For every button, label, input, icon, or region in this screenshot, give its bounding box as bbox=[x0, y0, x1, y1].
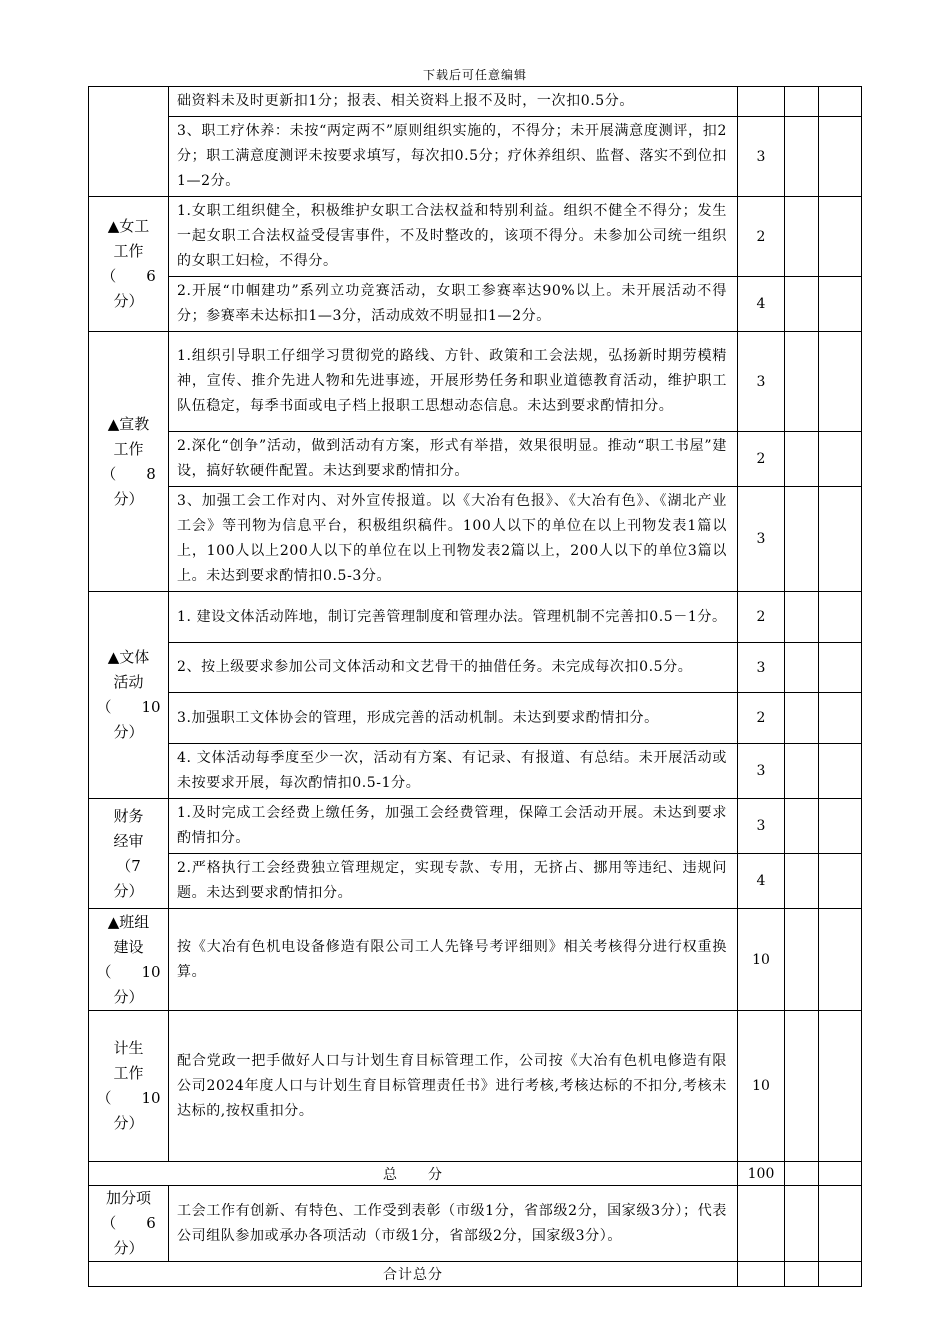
category-points: 分） bbox=[113, 1114, 144, 1132]
criteria-text: 1.及时完成工会经费上缴任务，加强工会经费管理，保障工会活动开展。未达到要求酌情扣分。 bbox=[169, 799, 738, 854]
category-label: 加分项 bbox=[105, 1189, 151, 1207]
remark-cell bbox=[819, 432, 862, 487]
category-label: ▲班组 bbox=[107, 912, 150, 931]
table-row bbox=[89, 592, 862, 643]
category-family bbox=[89, 1011, 169, 1162]
total-label: 总 分 bbox=[89, 1162, 738, 1186]
score-cell bbox=[785, 693, 819, 744]
category-label: ▲文体 bbox=[107, 648, 150, 666]
remark-cell bbox=[819, 693, 862, 744]
points-cell: 3 bbox=[738, 117, 785, 197]
criteria-text: 3、职工疗休养：未按“两定两不”原则组织实施的，不得分；未开展满意度测评，扣2分；职工满意度测评未按要求填写，每次扣0.5分；疗休养组织、监督、落实不到位扣1—2分。 bbox=[169, 117, 738, 197]
total-points: 100 bbox=[738, 1162, 785, 1186]
score-cell bbox=[785, 909, 819, 1011]
category-label: 工作 bbox=[113, 242, 144, 260]
table-row bbox=[89, 693, 862, 744]
category-points: 分） bbox=[113, 489, 144, 508]
category-points: （ 10 bbox=[96, 1089, 161, 1107]
category-points: 分） bbox=[113, 1239, 144, 1257]
score-cell bbox=[785, 643, 819, 693]
category-propaganda bbox=[89, 332, 169, 592]
category-points: （ 10 bbox=[96, 698, 161, 716]
remark-cell bbox=[819, 117, 862, 197]
category-points: 分） bbox=[113, 292, 144, 310]
category-points: 分） bbox=[113, 987, 144, 1006]
category-points: 分） bbox=[113, 723, 144, 741]
remark-cell bbox=[819, 1262, 862, 1287]
category-cell bbox=[89, 87, 169, 197]
table-row bbox=[89, 332, 862, 432]
score-cell bbox=[785, 487, 819, 592]
points-cell: 2 bbox=[738, 432, 785, 487]
remark-cell bbox=[819, 592, 862, 643]
score-cell bbox=[785, 332, 819, 432]
category-points: （ 6 bbox=[101, 267, 156, 285]
table-row bbox=[89, 87, 862, 117]
score-cell bbox=[785, 744, 819, 799]
table-row bbox=[89, 277, 862, 332]
remark-cell bbox=[819, 643, 862, 693]
remark-cell bbox=[819, 854, 862, 909]
points-cell: 3 bbox=[738, 643, 785, 693]
criteria-text: 1. 建设文体活动阵地，制订完善管理制度和管理办法。管理机制不完善扣0.5－1分。 bbox=[169, 592, 738, 643]
category-label: 经审 bbox=[113, 831, 144, 850]
category-points: （ 6 bbox=[101, 1214, 156, 1232]
remark-cell bbox=[819, 1011, 862, 1162]
table-row bbox=[89, 799, 862, 854]
table-row bbox=[89, 432, 862, 487]
points-cell bbox=[738, 87, 785, 117]
criteria-text: 4. 文体活动每季度至少一次，活动有方案、有记录、有报道、有总结。未开展活动或未按要求开展，每次酌情扣0.5-1分。 bbox=[169, 744, 738, 799]
score-cell bbox=[785, 1162, 819, 1186]
category-label: 建设 bbox=[113, 937, 144, 956]
category-label: 工作 bbox=[113, 1064, 144, 1082]
criteria-text: 3、加强工会工作对内、对外宣传报道。以《大冶有色报》、《大冶有色》、《湖北产业工会》等刊物为信息平台，积极组织稿件。100人以下的单位在以上刊物发表1篇以上，100人以上200人以下的单位在以上刊物发表2篇以上，200人以下的单位3篇以上。未达到要求酌情扣0.5-3分。 bbox=[169, 487, 738, 592]
remark-cell bbox=[819, 332, 862, 432]
points-cell: 4 bbox=[738, 854, 785, 909]
score-cell bbox=[785, 799, 819, 854]
remark-cell bbox=[819, 487, 862, 592]
table-row bbox=[89, 854, 862, 909]
score-table bbox=[88, 86, 862, 1287]
remark-cell bbox=[819, 909, 862, 1011]
category-label: 活动 bbox=[113, 673, 144, 691]
points-cell: 10 bbox=[738, 1011, 785, 1162]
table-row bbox=[89, 117, 862, 197]
score-cell bbox=[785, 1262, 819, 1287]
score-cell bbox=[785, 1011, 819, 1162]
category-label: ▲女工 bbox=[107, 217, 150, 235]
grand-total-points bbox=[738, 1262, 785, 1287]
points-cell: 2 bbox=[738, 592, 785, 643]
criteria-text: 1.组织引导职工仔细学习贯彻党的路线、方针、政策和工会法规，弘扬新时期劳模精神，宣传、推介先进人物和先进事迹，开展形势任务和职业道德教育活动，维护职工队伍稳定，每季书面或电子档上报职工思想动态信息。未达到要求酌情扣分。 bbox=[169, 332, 738, 432]
points-cell: 3 bbox=[738, 799, 785, 854]
category-points: （ 10 bbox=[96, 962, 161, 981]
table-row bbox=[89, 909, 862, 1011]
table-row bbox=[89, 1011, 862, 1162]
points-cell: 2 bbox=[738, 693, 785, 744]
criteria-text: 工会工作有创新、有特色、工作受到表彰（市级1分，省部级2分，国家级3分）；代表公司组队参加或承办各项活动（市级1分，省部级2分，国家级3分）。 bbox=[169, 1186, 738, 1262]
table-row bbox=[89, 1262, 862, 1287]
category-points: （ 8 bbox=[101, 464, 156, 483]
criteria-text: 2.开展“巾帼建功”系列立功竞赛活动，女职工参赛率达90%以上。未开展活动不得分；参赛率未达标扣1—3分，活动成效不明显扣1—2分。 bbox=[169, 277, 738, 332]
header-note: 下载后可任意编辑 bbox=[422, 68, 527, 82]
score-cell bbox=[785, 277, 819, 332]
category-label: 计生 bbox=[113, 1039, 144, 1057]
criteria-text: 配合党政一把手做好人口与计划生育目标管理工作，公司按《大冶有色机电修造有限公司2024年度人口与计划生育目标管理责任书》进行考核,考核达标的不扣分,考核未达标的,按权重扣分。 bbox=[169, 1011, 738, 1162]
score-cell bbox=[785, 197, 819, 277]
category-points: （7 bbox=[116, 856, 141, 875]
points-cell: 4 bbox=[738, 277, 785, 332]
score-cell bbox=[785, 1186, 819, 1262]
remark-cell bbox=[819, 277, 862, 332]
points-cell bbox=[738, 1186, 785, 1262]
score-cell bbox=[785, 592, 819, 643]
criteria-text: 1.女职工组织健全，积极维护女职工合法权益和特别利益。组织不健全不得分；发生一起女职工合法权益受侵害事件，不及时整改的，该项不得分。未参加公司统一组织的女职工妇检，不得分。 bbox=[169, 197, 738, 277]
category-team bbox=[89, 909, 169, 1011]
points-cell: 10 bbox=[738, 909, 785, 1011]
grand-total-label: 合计总分 bbox=[89, 1262, 738, 1287]
criteria-text: 2、按上级要求参加公司文体活动和文艺骨干的抽借任务。未完成每次扣0.5分。 bbox=[169, 643, 738, 693]
category-bonus bbox=[89, 1186, 169, 1262]
category-label: 工作 bbox=[113, 439, 144, 458]
criteria-text: 2.严格执行工会经费独立管理规定，实现专款、专用，无挤占、挪用等违纪、违规问题。未达到要求酌情扣分。 bbox=[169, 854, 738, 909]
criteria-text: 2.深化“创争”活动，做到活动有方案，形式有举措，效果很明显。推动“职工书屋”建设，搞好软硬件配置。未达到要求酌情扣分。 bbox=[169, 432, 738, 487]
score-cell bbox=[785, 854, 819, 909]
points-cell: 3 bbox=[738, 744, 785, 799]
table-row bbox=[89, 643, 862, 693]
table-row bbox=[89, 744, 862, 799]
points-cell: 3 bbox=[738, 332, 785, 432]
remark-cell bbox=[819, 87, 862, 117]
category-women bbox=[89, 197, 169, 332]
remark-cell bbox=[819, 1162, 862, 1186]
category-finance bbox=[89, 799, 169, 909]
table-row bbox=[89, 487, 862, 592]
table-row bbox=[89, 1186, 862, 1262]
criteria-text: 3.加强职工文体协会的管理，形成完善的活动机制。未达到要求酌情扣分。 bbox=[169, 693, 738, 744]
points-cell: 2 bbox=[738, 197, 785, 277]
table-row bbox=[89, 1162, 862, 1186]
category-label: 财务 bbox=[113, 806, 144, 825]
points-cell: 3 bbox=[738, 487, 785, 592]
category-label: ▲宣教 bbox=[107, 414, 150, 433]
remark-cell bbox=[819, 799, 862, 854]
remark-cell bbox=[819, 1186, 862, 1262]
remark-cell bbox=[819, 744, 862, 799]
score-cell bbox=[785, 432, 819, 487]
criteria-text: 按《大冶有色机电设备修造有限公司工人先锋号考评细则》相关考核得分进行权重换算。 bbox=[169, 909, 738, 1011]
table-row bbox=[89, 197, 862, 277]
remark-cell bbox=[819, 197, 862, 277]
score-cell bbox=[785, 117, 819, 197]
category-culture bbox=[89, 592, 169, 799]
score-cell bbox=[785, 87, 819, 117]
category-points: 分） bbox=[113, 881, 144, 900]
criteria-text: 础资料未及时更新扣1分；报表、相关资料上报不及时，一次扣0.5分。 bbox=[169, 87, 738, 117]
